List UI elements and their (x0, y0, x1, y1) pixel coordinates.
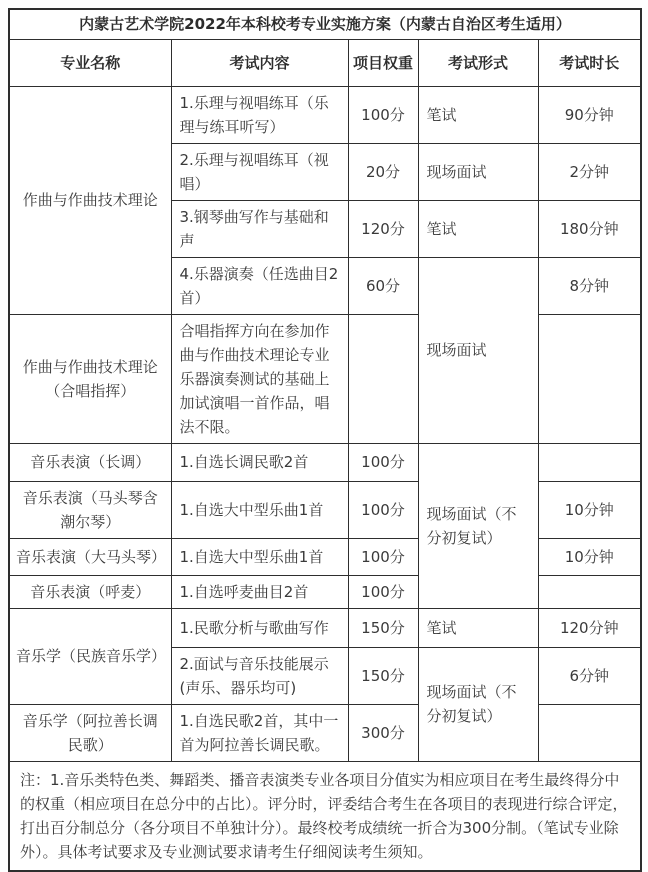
exam-plan-table (8, 8, 642, 872)
weight-cell: 100分 (348, 481, 418, 538)
column-header-content: 考试内容 (171, 39, 348, 86)
content-cell: 1.自选大中型乐曲1首 (171, 481, 348, 538)
weight-cell: 300分 (348, 704, 418, 761)
duration-cell: 90分钟 (538, 86, 641, 143)
table-row (9, 608, 641, 647)
footnote: 注：1.音乐类特色类、舞蹈类、播音表演类专业各项目分值实为相应项目在考生最终得分中的权重（相应项目在总分中的占比）。评分时，评委结合考生在各项目的表现进行综合评定，打出百分制总分（各分项目不单独计分）。最终校考成绩统一折合为300分制。（笔试专业除外）。具体考试要求及专业测试要求请考生仔细阅读考生须知。 (9, 761, 641, 871)
content-cell: 1.自选长调民歌2首 (171, 443, 348, 481)
header-row (9, 39, 641, 86)
duration-cell: 120分钟 (538, 608, 641, 647)
column-header-form: 考试形式 (418, 39, 538, 86)
table-row (9, 314, 641, 443)
duration-cell: 10分钟 (538, 538, 641, 575)
content-cell: 4.乐器演奏（任选曲目2首） (171, 257, 348, 314)
content-cell: 合唱指挥方向在参加作曲与作曲技术理论专业乐器演奏测试的基础上加试演唱一首作品，唱法不限。 (171, 314, 348, 443)
weight-cell: 60分 (348, 257, 418, 314)
content-cell: 2.乐理与视唱练耳（视唱） (171, 143, 348, 200)
form-cell: 笔试 (418, 86, 538, 143)
duration-cell (538, 443, 641, 481)
table-row (9, 538, 641, 575)
form-cell: 现场面试（不分初复试） (418, 443, 538, 608)
table-row (9, 704, 641, 761)
form-cell: 笔试 (418, 200, 538, 257)
major-cell: 音乐表演（大马头琴） (9, 538, 171, 575)
content-cell: 1.乐理与视唱练耳（乐理与练耳听写） (171, 86, 348, 143)
duration-cell: 10分钟 (538, 481, 641, 538)
weight-cell: 100分 (348, 86, 418, 143)
weight-cell: 150分 (348, 647, 418, 704)
weight-cell: 120分 (348, 200, 418, 257)
weight-cell: 100分 (348, 443, 418, 481)
content-cell: 3.钢琴曲写作与基础和声 (171, 200, 348, 257)
duration-cell (538, 575, 641, 608)
duration-cell (538, 314, 641, 443)
table-row (9, 575, 641, 608)
form-cell: 笔试 (418, 608, 538, 647)
form-cell: 现场面试 (418, 143, 538, 200)
duration-cell: 6分钟 (538, 647, 641, 704)
title-row (9, 9, 641, 39)
major-cell: 作曲与作曲技术理论 (9, 86, 171, 314)
page-title: 内蒙古艺术学院2022年本科校考专业实施方案（内蒙古自治区考生适用） (9, 9, 641, 39)
column-header-duration: 考试时长 (538, 39, 641, 86)
major-cell: 音乐表演（呼麦） (9, 575, 171, 608)
major-cell: 音乐学（阿拉善长调民歌） (9, 704, 171, 761)
weight-cell: 150分 (348, 608, 418, 647)
column-header-major: 专业名称 (9, 39, 171, 86)
major-cell: 音乐学（民族音乐学） (9, 608, 171, 704)
table-row (9, 86, 641, 143)
table-row (9, 443, 641, 481)
weight-cell: 100分 (348, 538, 418, 575)
content-cell: 1.自选大中型乐曲1首 (171, 538, 348, 575)
note-row (9, 761, 641, 871)
form-cell: 现场面试 (418, 257, 538, 443)
duration-cell: 2分钟 (538, 143, 641, 200)
major-cell: 音乐表演（马头琴含潮尔琴） (9, 481, 171, 538)
content-cell: 1.自选民歌2首，其中一首为阿拉善长调民歌。 (171, 704, 348, 761)
table-row (9, 481, 641, 538)
column-header-weight: 项目权重 (348, 39, 418, 86)
content-cell: 1.自选呼麦曲目2首 (171, 575, 348, 608)
major-cell: 作曲与作曲技术理论（合唱指挥） (9, 314, 171, 443)
duration-cell (538, 704, 641, 761)
weight-cell: 20分 (348, 143, 418, 200)
content-cell: 1.民歌分析与歌曲写作 (171, 608, 348, 647)
duration-cell: 8分钟 (538, 257, 641, 314)
major-cell: 音乐表演（长调） (9, 443, 171, 481)
content-cell: 2.面试与音乐技能展示(声乐、器乐均可) (171, 647, 348, 704)
form-cell: 现场面试（不分初复试） (418, 647, 538, 761)
weight-cell (348, 314, 418, 443)
weight-cell: 100分 (348, 575, 418, 608)
duration-cell: 180分钟 (538, 200, 641, 257)
